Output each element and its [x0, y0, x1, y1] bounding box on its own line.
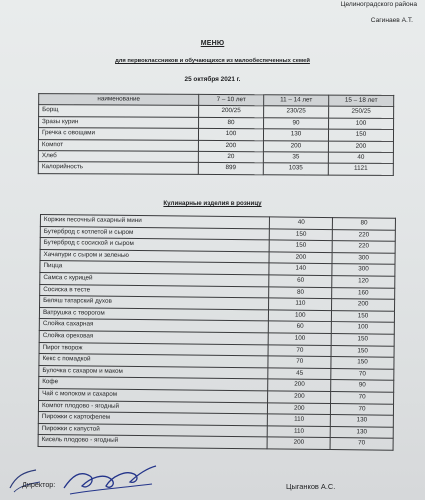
item-name-cell: Булочка с сахаром и маком: [39, 365, 269, 379]
dish-name-cell: Хлеб: [38, 151, 198, 163]
portion-cell: 200/25: [199, 106, 264, 118]
value-cell: 80: [333, 218, 396, 230]
portion-cell: 1035: [263, 163, 328, 175]
portion-cell: 899: [198, 163, 263, 175]
dish-name-cell: Гречка с овощами: [38, 128, 198, 140]
column-header: 15 – 18 лет: [329, 95, 394, 107]
item-name-cell: Пирожки с капустой: [38, 423, 268, 437]
value-cell: 200: [268, 402, 331, 414]
column-header: 11 – 14 лет: [264, 95, 329, 107]
portion-cell: 230/25: [264, 106, 329, 118]
item-name-cell: Компот плодово - ягодный: [38, 400, 268, 414]
portion-cell: 100: [329, 118, 394, 130]
value-cell: 150: [332, 310, 395, 322]
document-title: МЕНЮ: [200, 40, 225, 47]
item-name-cell: Самса с курицей: [40, 272, 270, 286]
item-name-cell: Коржик песочный сахарный мини: [40, 215, 270, 229]
portion-cell: 250/25: [329, 106, 394, 118]
dish-name-cell: Компот: [38, 139, 198, 151]
item-name-cell: Хачапури с сыром и зеленью: [40, 249, 270, 263]
document-subtitle: для первоклассников и обучающихся из малообеспеченных семей: [115, 58, 310, 64]
value-cell: 150: [331, 357, 394, 369]
value-cell: 300: [332, 264, 395, 276]
value-cell: 200: [267, 437, 330, 449]
table-row: [38, 435, 393, 450]
value-cell: 60: [269, 321, 332, 333]
value-cell: 90: [331, 380, 394, 392]
culinary-table: [38, 214, 396, 451]
value-cell: 140: [269, 263, 332, 275]
value-cell: 100: [331, 322, 394, 334]
portion-cell: 200: [263, 140, 328, 152]
portion-cell: 90: [264, 118, 329, 130]
dish-name-cell: Зразы курин: [39, 116, 199, 128]
table-row: [38, 162, 393, 175]
director-signature: [60, 462, 160, 498]
document-date: 25 октября 2021 г.: [184, 76, 241, 83]
item-name-cell: Пирог творож: [39, 342, 269, 356]
value-cell: 60: [269, 275, 332, 287]
portion-cell: 200: [198, 140, 263, 152]
value-cell: 70: [331, 368, 394, 380]
director-label: Директор:: [22, 480, 56, 489]
portion-cell: 35: [263, 152, 328, 164]
portion-cell: 80: [199, 117, 264, 129]
portion-cell: 100: [198, 129, 263, 141]
portion-cell: 130: [263, 129, 328, 141]
column-header: 7 – 10 лет: [199, 94, 264, 106]
district-line: Целиноградского района: [340, 1, 417, 8]
column-header: наименование: [39, 94, 199, 106]
item-name-cell: Бутерброд с котлетой и сыром: [40, 226, 270, 240]
director-name: Цыганков А.С.: [286, 482, 336, 491]
value-cell: 80: [269, 286, 332, 298]
portion-cell: 20: [198, 151, 263, 163]
item-name-cell: Сосиска в тесте: [40, 284, 270, 298]
value-cell: 220: [332, 241, 395, 253]
item-name-cell: Пицца: [40, 261, 270, 275]
item-name-cell: Чай с молоком и сахаром: [39, 388, 269, 402]
value-cell: 150: [270, 229, 333, 241]
value-cell: 110: [268, 426, 331, 438]
value-cell: 150: [270, 240, 333, 252]
value-cell: 200: [268, 379, 331, 391]
value-cell: 45: [268, 368, 331, 380]
value-cell: 130: [330, 426, 393, 438]
portion-cell: 200: [328, 141, 393, 153]
portion-cell: 40: [328, 152, 393, 164]
value-cell: 150: [331, 345, 394, 357]
value-cell: 70: [331, 403, 394, 415]
value-cell: 70: [331, 391, 394, 403]
item-name-cell: Слойка сахарная: [39, 319, 269, 333]
item-name-cell: Слойка ореховая: [39, 330, 269, 344]
value-cell: 40: [270, 217, 333, 229]
portion-cell: 1121: [328, 164, 393, 176]
value-cell: 200: [268, 391, 331, 403]
value-cell: 300: [332, 252, 395, 264]
value-cell: 130: [330, 415, 393, 427]
value-cell: 120: [332, 276, 395, 288]
item-name-cell: Пирожки с картофелем: [38, 412, 268, 426]
item-name-cell: Ватрушка с творогом: [39, 307, 269, 321]
value-cell: 220: [332, 229, 395, 241]
value-cell: 70: [268, 344, 331, 356]
menu-table: [38, 93, 394, 176]
value-cell: 110: [269, 298, 332, 310]
item-name-cell: Беляш татарский духов: [40, 296, 270, 310]
item-name-cell: Кофе: [39, 377, 269, 391]
value-cell: 160: [332, 287, 395, 299]
item-name-cell: Кисель плодово - ягодный: [38, 435, 268, 449]
value-cell: 200: [269, 252, 332, 264]
portion-cell: 150: [328, 129, 393, 141]
culinary-title: Кулинарные изделия в розницу: [163, 200, 262, 207]
value-cell: 70: [268, 356, 331, 368]
value-cell: 150: [331, 333, 394, 345]
value-cell: 110: [268, 414, 331, 426]
item-name-cell: Бутерброд с сосиской и сыром: [40, 238, 270, 252]
value-cell: 70: [330, 438, 393, 450]
value-cell: 200: [332, 299, 395, 311]
item-name-cell: Кекс с помадкой: [39, 354, 269, 368]
approver-name: Сагинаев А.Т.: [370, 17, 413, 24]
value-cell: 100: [269, 310, 332, 322]
dish-name-cell: Калорийность: [38, 162, 198, 174]
value-cell: 100: [269, 333, 332, 345]
dish-name-cell: Борщ: [39, 105, 199, 117]
